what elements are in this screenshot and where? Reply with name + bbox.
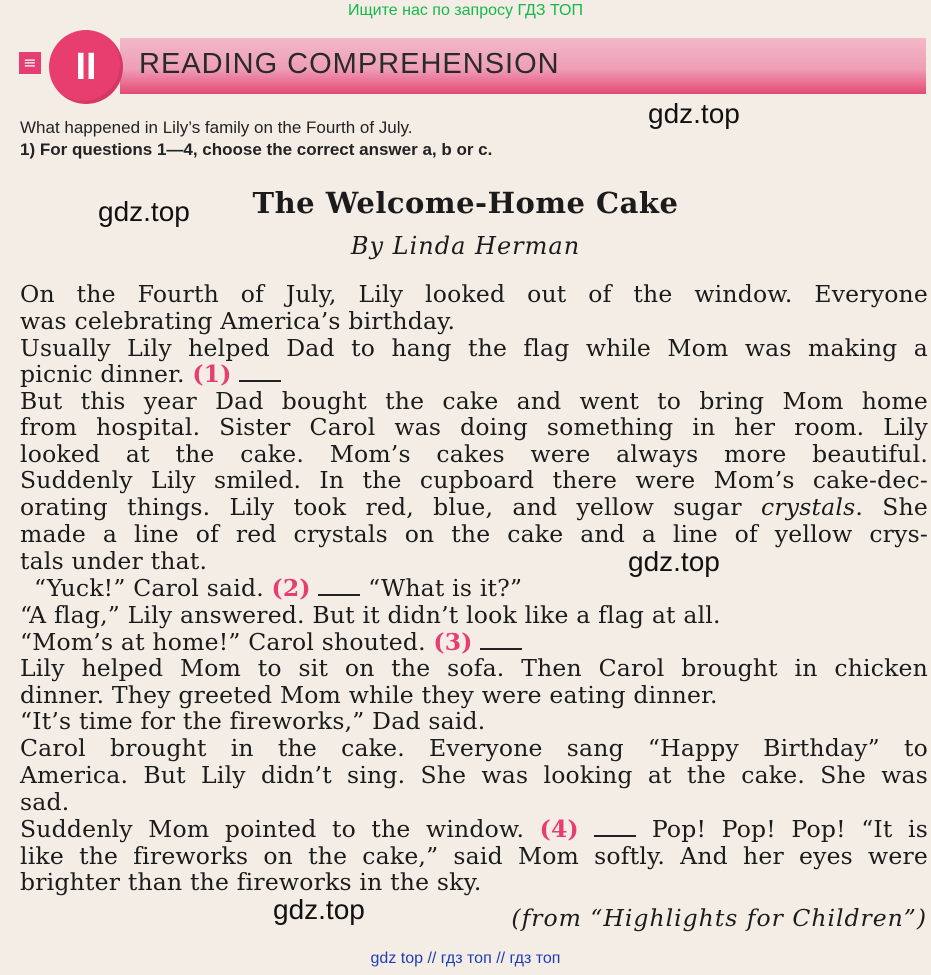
story-text: . She	[855, 493, 928, 521]
story-line: brighter than the fireworks in the sky.	[20, 868, 482, 896]
story-line: tals under that.	[20, 547, 208, 575]
story-line: Usually Lily helped Dad to hang the flag while Mom was making a	[20, 334, 928, 362]
story-line: Suddenly Lily smiled. In the cupboard there were Mom’s cake-dec-	[20, 466, 928, 494]
answer-blank-1[interactable]	[239, 362, 281, 382]
question-number-1: (1)	[192, 360, 232, 388]
story-line: looked at the cake. Mom’s cakes were always more beautiful.	[20, 440, 928, 468]
story-text: Suddenly Mom pointed to the window.	[20, 815, 525, 843]
story-title: The Welcome-Home Cake	[252, 186, 679, 220]
story-text: “Mom’s at home!” Carol shouted.	[20, 628, 426, 656]
story-line: Carol brought in the cake. Everyone sang “Happy Birthday” to	[20, 734, 928, 762]
top-banner[interactable]: Ищите нас по запросу ГДЗ ТОП	[348, 2, 583, 19]
watermark: gdz.top	[648, 98, 740, 129]
footer-links[interactable]: gdz top // гдз топ // гдз топ	[370, 950, 561, 967]
question-number-3: (3)	[433, 628, 473, 656]
story-line	[34, 574, 522, 602]
story-text: orating things. Lily took red, blue, and yellow sugar	[20, 493, 742, 521]
story-line: made a line of red crystals on the cake and a line of yellow crys-	[20, 520, 928, 548]
story-line: But this year Dad bought the cake and went to bring Mom home	[20, 387, 928, 415]
watermark: gdz.top	[98, 196, 190, 227]
story-line: from hospital. Sister Carol was doing something in her room. Lily	[20, 413, 928, 441]
section-title: READING COMPREHENSION	[139, 48, 560, 80]
section-number-badge: II	[49, 30, 123, 104]
question-number-4: (4)	[539, 815, 579, 843]
answer-blank-4[interactable]	[594, 817, 636, 837]
story-author: By Linda Herman	[350, 232, 581, 260]
story-line: like the fireworks on the cake,” said Mom softly. And her eyes were	[20, 842, 928, 870]
answer-blank-3[interactable]	[480, 630, 522, 650]
question-number-2: (2)	[271, 574, 311, 602]
story-text-italic: crystals	[761, 493, 856, 521]
watermark: gdz.top	[628, 546, 720, 577]
story-source: (from “Highlights for Children”)	[511, 904, 927, 932]
story-line	[20, 493, 928, 521]
menu-icon: ≡	[19, 52, 41, 74]
story-line	[20, 815, 928, 843]
watermark: gdz.top	[273, 894, 365, 925]
story-line: sad.	[20, 788, 70, 816]
story-text: “Yuck!” Carol said.	[34, 574, 264, 602]
story-line: Lily helped Mom to sit on the sofa. Then Carol brought in chicken	[20, 654, 928, 682]
task-subtitle: What happened in Lily’s family on the Fourth of July.	[20, 118, 413, 137]
story-line: “It’s time for the fireworks,” Dad said.	[20, 707, 486, 735]
story-line	[20, 628, 522, 656]
story-line: was celebrating America’s birthday.	[20, 307, 456, 335]
story-text: Pop! Pop! Pop! “It is	[651, 815, 929, 843]
story-line	[20, 360, 281, 388]
task-instructions: 1) For questions 1—4, choose the correct answer a, b or c.	[20, 140, 493, 159]
story-text: “What is it?”	[368, 574, 523, 602]
story-line: America. But Lily didn’t sing. She was looking at the cake. She was	[20, 761, 928, 789]
story-line: On the Fourth of July, Lily looked out of the window. Everyone	[20, 280, 928, 308]
story-line: “A flag,” Lily answered. But it didn’t look like a flag at all.	[20, 601, 721, 629]
story-text: picnic dinner.	[20, 360, 185, 388]
answer-blank-2[interactable]	[318, 576, 360, 596]
story-line: dinner. They greeted Mom while they were eating dinner.	[20, 681, 718, 709]
